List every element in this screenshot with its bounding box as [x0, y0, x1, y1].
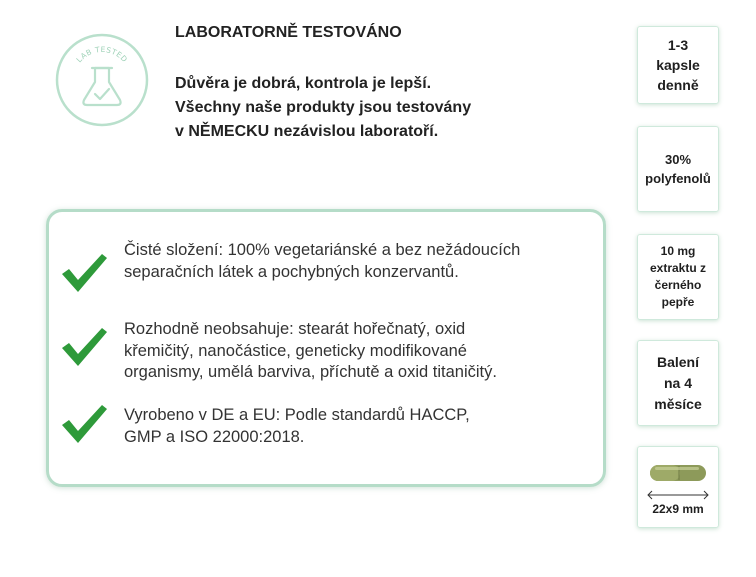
flask-icon	[52, 30, 152, 130]
spec-card-pepper-extract: 10 mg extraktu z černého pepře	[637, 234, 719, 320]
intro-line: v NĚMECKU nezávislou laboratoří.	[175, 123, 439, 140]
spec-card-polyphenols: 30% polyfenolů	[637, 126, 719, 212]
capsule-icon	[647, 458, 709, 488]
checkmark-icon	[59, 252, 109, 294]
badge-text: LAB TESTED	[74, 44, 130, 65]
spec-card-package: Balení na 4 měsíce	[637, 340, 719, 426]
lab-tested-badge	[52, 30, 152, 130]
checkmark-icon	[59, 403, 109, 445]
intro-line: Důvěra je dobrá, kontrola je lepší.	[175, 75, 432, 92]
intro-line: Všechny naše produkty jsou testovány	[175, 99, 472, 116]
benefits-box	[46, 209, 606, 487]
spec-card-dosage: 1-3 kapsle denně	[637, 26, 719, 104]
intro-text	[175, 72, 605, 144]
checkmark-icon	[59, 326, 109, 368]
benefit-text: Vyrobeno v DE a EU: Podle standardů HACCP, GMP a ISO 22000:2018.	[124, 406, 470, 446]
dimension-arrow-icon	[645, 490, 711, 500]
benefit-text: Rozhodně neobsahuje: stearát hořečnatý, oxid křemičitý, nanočástice, geneticky modifikované organismy, umělá barviva, příchutě a oxid titaničitý.	[124, 320, 497, 381]
capsule-dimension: 22x9 mm	[652, 502, 704, 516]
benefit-text: Čisté složení: 100% vegetariánské a bez nežádoucích separačních látek a pochybných konzervantů.	[124, 241, 521, 281]
section-title: LABORATORNĚ TESTOVÁNO	[175, 24, 402, 41]
spec-card-capsule-size	[637, 446, 719, 528]
